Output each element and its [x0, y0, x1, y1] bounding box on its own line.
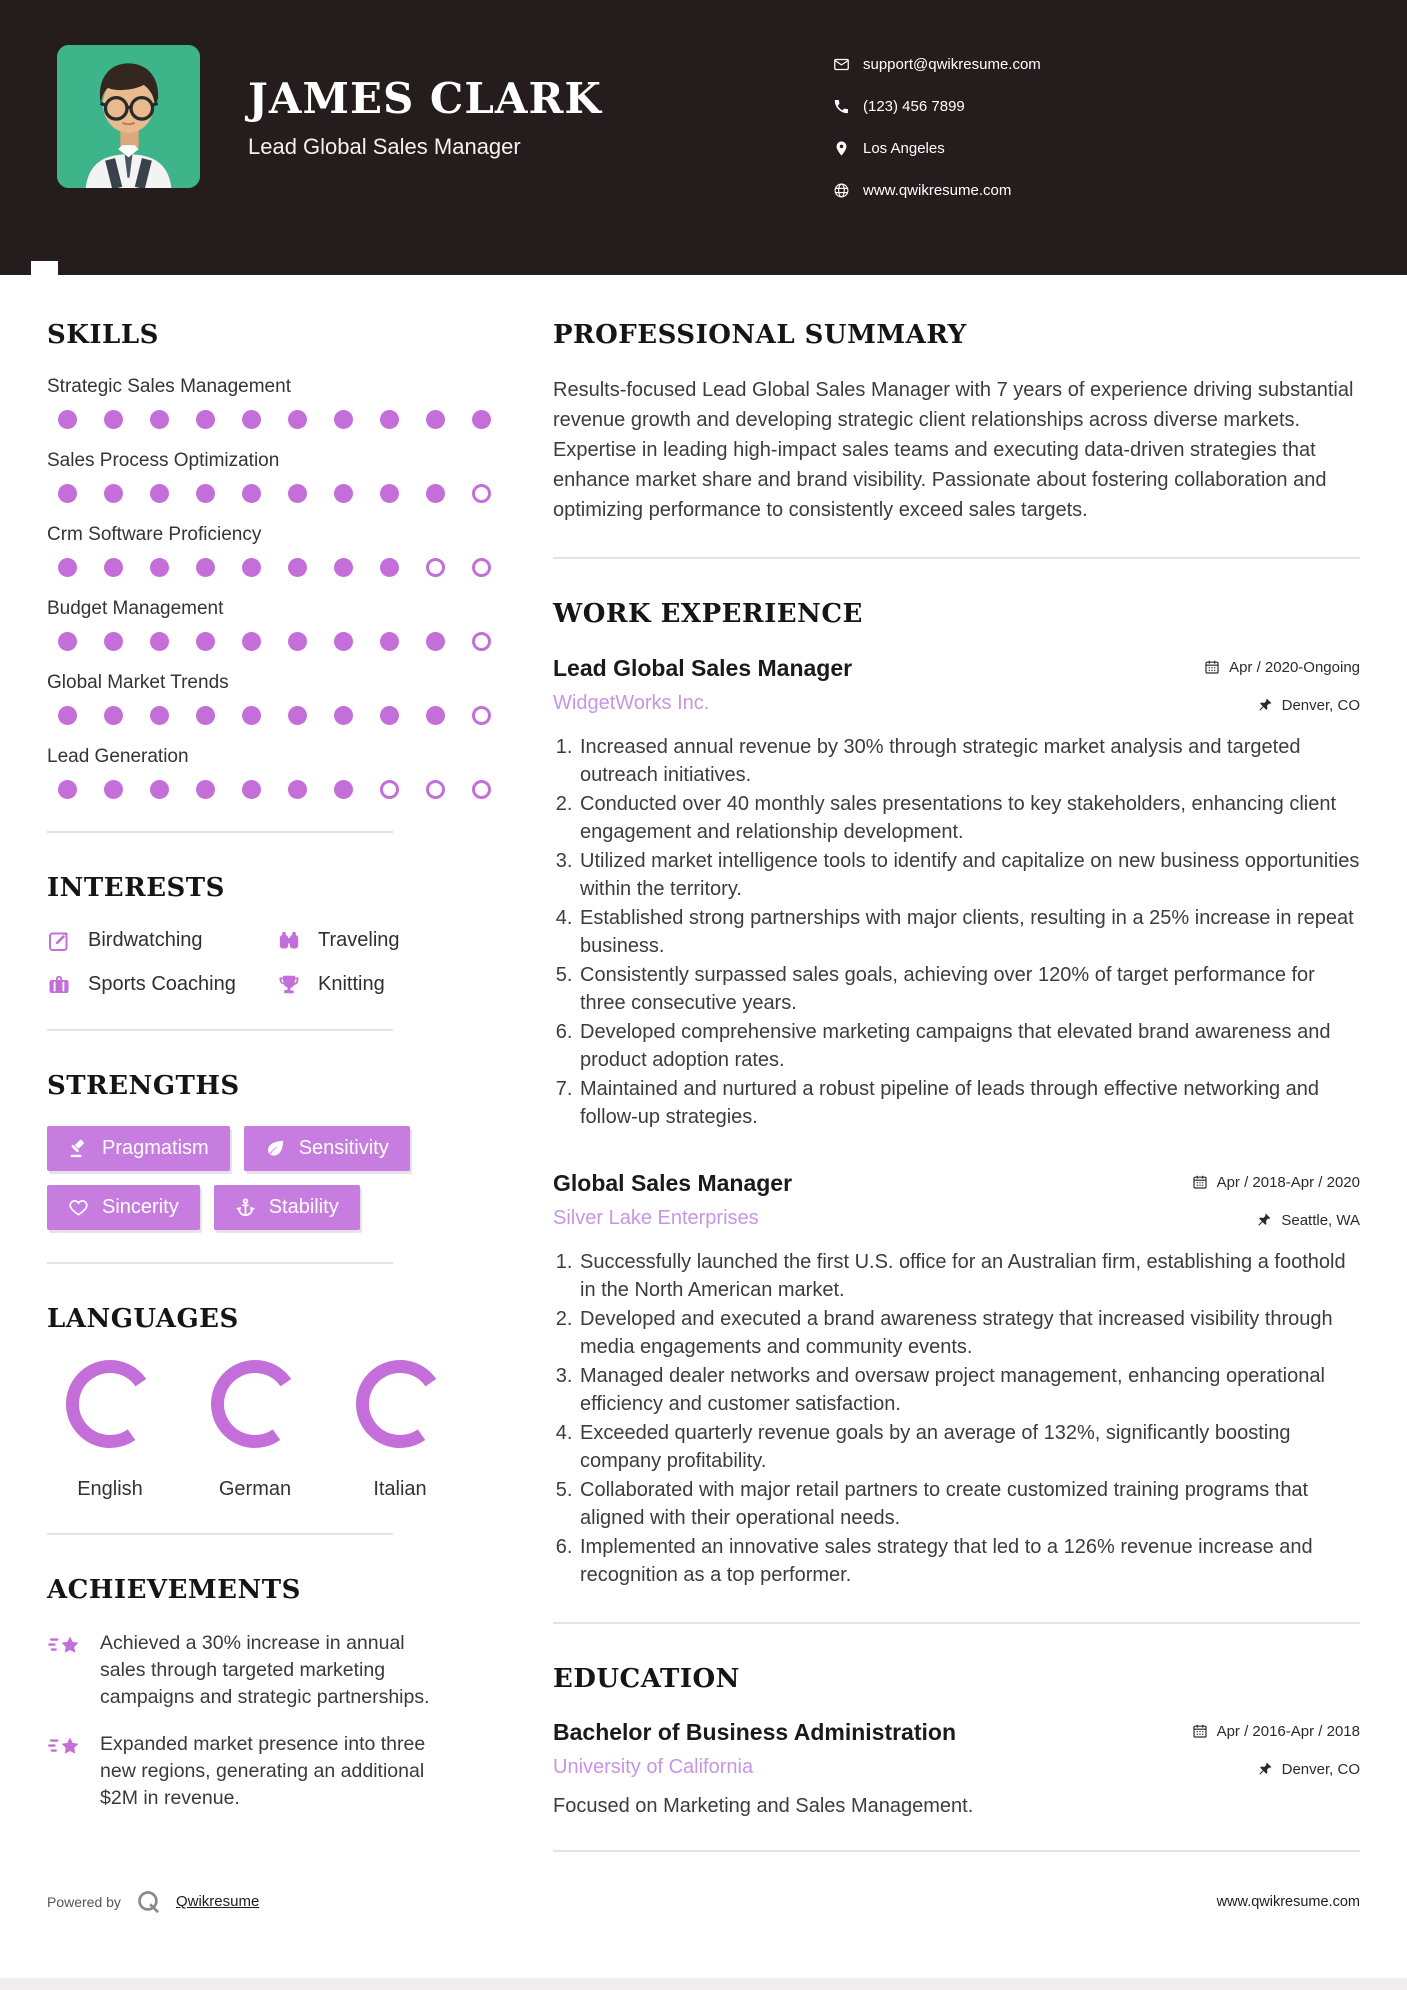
skill-dot-filled [426, 632, 445, 651]
avatar-illustration [57, 45, 200, 188]
skill-label: Strategic Sales Management [47, 376, 291, 398]
skill-item [47, 671, 459, 725]
skill-dot-filled [58, 410, 77, 429]
strengths-list [47, 1126, 459, 1230]
job-sub [553, 1207, 1360, 1230]
skill-rating [47, 484, 459, 503]
calendar-icon [1192, 1174, 1208, 1190]
divider [553, 1850, 1360, 1852]
job-head [553, 655, 1360, 682]
skill-label: Lead Generation [47, 746, 189, 768]
sidebar [47, 322, 459, 1894]
summary-section [553, 322, 1360, 525]
job-bullet: 7. Maintained and nurtured a robust pipeline of leads through effective networking and follow-up strategies. [578, 1075, 1360, 1132]
skills-list [47, 375, 459, 799]
interests-section [47, 875, 459, 996]
qwikresume-link[interactable]: Qwikresume [175, 1893, 260, 1910]
qwikresume-logo-icon [135, 1888, 162, 1915]
skill-dot-filled [150, 780, 169, 799]
contact-item [833, 50, 1041, 78]
shooting-star-icon [47, 1632, 84, 1662]
skill-dot-filled [426, 484, 445, 503]
skill-dot-filled [150, 484, 169, 503]
skill-dot-empty [472, 706, 491, 725]
phone-icon [833, 98, 850, 115]
anchor-icon [235, 1197, 256, 1218]
language-item [355, 1359, 445, 1501]
location-icon [833, 140, 850, 157]
education-note: Focused on Marketing and Sales Management. [553, 1794, 974, 1817]
language-item [210, 1359, 300, 1501]
heart-icon [68, 1197, 89, 1218]
job-bullet: 1. Increased annual revenue by 30% through strategic market analysis and targeted outreach initiatives. [578, 733, 1360, 790]
interest-item [277, 929, 459, 953]
skill-rating [47, 632, 459, 651]
pushpin-icon [1257, 1761, 1273, 1777]
interest-item [47, 929, 269, 953]
job-entry [553, 655, 1360, 1132]
skill-dot-filled [380, 706, 399, 725]
divider [47, 831, 393, 833]
skill-dot-empty [472, 632, 491, 651]
job-title: Global Sales Manager [553, 1169, 793, 1196]
skill-dot-filled [104, 410, 123, 429]
skill-dot-filled [196, 706, 215, 725]
skill-rating [47, 558, 459, 577]
skill-dot-filled [380, 484, 399, 503]
contact-item [833, 92, 1041, 120]
divider [553, 1622, 1360, 1624]
interest-label: Sports Coaching [88, 973, 236, 996]
calendar-icon [1204, 659, 1220, 675]
job-bullet: 5. Collaborated with major retail partners to create customized training programs that aligned with their operational needs. [578, 1476, 1360, 1533]
job-bullet: 4. Established strong partnerships with major clients, resulting in a 25% increase in repeat business. [578, 904, 1360, 961]
language-item [65, 1359, 155, 1501]
shooting-star-icon [47, 1733, 84, 1763]
candidate-title: Lead Global Sales Manager [248, 134, 521, 159]
strength-tag [244, 1126, 410, 1171]
contact-text: www.qwikresume.com [863, 181, 1012, 199]
strengths-heading: STRENGTHS [47, 1070, 240, 1101]
job-bullet: 6. Implemented an innovative sales strategy that led to a 126% revenue increase and recognition as a top performer. [578, 1533, 1360, 1590]
contact-item [833, 134, 1041, 162]
skill-dot-filled [334, 632, 353, 651]
skills-heading: SKILLS [47, 320, 159, 350]
skill-dot-filled [426, 410, 445, 429]
skills-section [47, 322, 459, 799]
contact-text: support@qwikresume.com [863, 55, 1041, 73]
skill-dot-empty [472, 484, 491, 503]
skill-label: Crm Software Proficiency [47, 524, 262, 546]
skill-dot-filled [104, 632, 123, 651]
profile-photo [57, 45, 200, 188]
achievements-list [47, 1630, 459, 1812]
language-label: German [218, 1478, 292, 1501]
languages-list [47, 1359, 459, 1501]
skill-rating [47, 410, 459, 429]
jobs-list [553, 655, 1360, 1590]
strength-label: Sincerity [102, 1195, 179, 1218]
job-dates [1204, 659, 1360, 676]
language-label: Italian [373, 1478, 427, 1501]
bag-icon [47, 973, 71, 997]
job-entry [553, 1170, 1360, 1590]
interests-list [47, 929, 459, 997]
skill-dot-filled [196, 780, 215, 799]
education-location-text: Denver, CO [1281, 1760, 1360, 1778]
skill-rating [47, 706, 459, 725]
languages-heading: LANGUAGES [47, 1303, 239, 1334]
skill-dot-filled [334, 484, 353, 503]
skill-dot-filled [334, 410, 353, 429]
job-bullet: 3. Utilized market intelligence tools to identify and capitalize on new business opportunities within the territory. [578, 847, 1360, 904]
contact-text: (123) 456 7899 [863, 97, 965, 115]
summary-text: Results-focused Lead Global Sales Manager with 7 years of experience driving substantial revenue growth and developing strategic client relationships across diverse markets. Expertise in leading high-impact sales teams and executing data-driven strategies that enhance market share and brand visibility. Passionate about fostering collaboration and optimizing performance to consistently exceed sales targets. [553, 379, 1354, 522]
skill-dot-filled [58, 780, 77, 799]
skill-dot-filled [196, 484, 215, 503]
skill-dot-filled [288, 780, 307, 799]
job-location [1257, 697, 1360, 714]
skill-dot-filled [58, 484, 77, 503]
job-bullet: 6. Developed comprehensive marketing campaigns that elevated brand awareness and product adoption rates. [578, 1018, 1360, 1075]
job-title: Lead Global Sales Manager [553, 654, 853, 681]
job-dates [1192, 1174, 1360, 1191]
experience-heading: WORK EXPERIENCE [553, 599, 863, 630]
pushpin-icon [1256, 1212, 1272, 1228]
skill-dot-empty [426, 558, 445, 577]
content [0, 275, 1407, 1894]
skill-dot-filled [150, 706, 169, 725]
language-progress-ring [65, 1359, 155, 1449]
contact-text: Los Angeles [863, 139, 945, 157]
calendar-icon [1192, 1723, 1208, 1739]
languages-section [47, 1303, 459, 1501]
skill-dot-filled [104, 484, 123, 503]
skill-item [47, 597, 459, 651]
skill-dot-filled [288, 558, 307, 577]
achievement-item [47, 1630, 459, 1711]
skill-dot-filled [150, 410, 169, 429]
achievement-text: Expanded market presence into three new regions, generating an additional $2M in revenue. [100, 1733, 426, 1810]
job-head [553, 1170, 1360, 1197]
job-dates-text: Apr / 2020-Ongoing [1229, 658, 1360, 676]
skill-dot-filled [104, 780, 123, 799]
strengths-section [47, 1070, 459, 1230]
skill-dot-filled [334, 780, 353, 799]
education-head [553, 1719, 1360, 1746]
skill-dot-filled [242, 484, 261, 503]
email-icon [833, 56, 850, 73]
skill-dot-filled [380, 410, 399, 429]
leaf-icon [265, 1138, 286, 1159]
divider [47, 1533, 393, 1535]
degree-title: Bachelor of Business Administration [553, 1718, 956, 1745]
pen-square-icon [47, 929, 71, 953]
education-sub [553, 1756, 1360, 1779]
interests-heading: INTERESTS [47, 873, 225, 904]
school-name: University of California [553, 1755, 754, 1778]
skill-dot-filled [242, 558, 261, 577]
job-bullet: 2. Developed and executed a brand awareness strategy that increased visibility through media engagements and community events. [578, 1305, 1360, 1362]
header [0, 0, 1407, 275]
powered-by [47, 1888, 259, 1915]
language-label: English [77, 1478, 143, 1501]
binoculars-icon [277, 929, 301, 953]
strength-label: Sensitivity [298, 1136, 389, 1159]
divider [47, 1262, 393, 1264]
skill-dot-filled [104, 706, 123, 725]
interest-item [277, 973, 459, 997]
divider [47, 1029, 393, 1031]
divider [553, 557, 1360, 559]
skill-dot-filled [288, 632, 307, 651]
strength-tag [47, 1185, 200, 1230]
skill-item [47, 375, 459, 429]
interest-label: Traveling [318, 929, 400, 952]
achievement-text: Achieved a 30% increase in annual sales through targeted marketing campaigns and strategic partnerships. [100, 1632, 430, 1709]
candidate-name: JAMES CLARK [248, 74, 602, 123]
job-sub [553, 692, 1360, 715]
skill-dot-filled [150, 558, 169, 577]
contact-item [833, 176, 1041, 204]
contact-list [833, 50, 1041, 218]
skill-dot-filled [380, 632, 399, 651]
skill-dot-filled [334, 558, 353, 577]
footer [0, 1888, 1407, 1915]
skill-dot-filled [242, 632, 261, 651]
achievements-section [47, 1577, 459, 1812]
skill-dot-filled [472, 410, 491, 429]
skill-dot-filled [288, 706, 307, 725]
job-company: Silver Lake Enterprises [553, 1206, 759, 1229]
education-dates [1192, 1723, 1360, 1740]
skill-dot-empty [426, 780, 445, 799]
job-bullets [553, 1248, 1360, 1590]
education-location [1257, 1761, 1360, 1778]
skill-item [47, 523, 459, 577]
header-notch [31, 261, 58, 275]
pushpin-icon [1257, 697, 1273, 713]
job-bullet: 5. Consistently surpassed sales goals, achieving over 120% of target performance for three consecutive years. [578, 961, 1360, 1018]
strength-label: Pragmatism [102, 1136, 209, 1159]
skill-dot-filled [288, 484, 307, 503]
skill-dot-filled [334, 706, 353, 725]
gavel-icon [68, 1138, 89, 1159]
summary-heading: PROFESSIONAL SUMMARY [553, 320, 967, 350]
powered-by-label: Powered by [47, 1893, 121, 1910]
skill-dot-filled [288, 410, 307, 429]
skill-dot-filled [242, 780, 261, 799]
strength-tag [214, 1185, 360, 1230]
education-section [553, 1663, 1360, 1818]
strength-tag [47, 1126, 230, 1171]
job-bullets [553, 733, 1360, 1132]
job-bullet: 2. Conducted over 40 monthly sales presentations to key stakeholders, enhancing client engagement and relationship development. [578, 790, 1360, 847]
skill-dot-filled [196, 632, 215, 651]
job-bullet: 3. Managed dealer networks and oversaw project management, enhancing operational efficiency and customer satisfaction. [578, 1362, 1360, 1419]
language-progress-ring [210, 1359, 300, 1449]
skill-dot-filled [196, 410, 215, 429]
skill-dot-filled [242, 410, 261, 429]
job-location [1256, 1212, 1360, 1229]
skill-dot-empty [472, 780, 491, 799]
footer-site-url[interactable]: www.qwikresume.com [1216, 1893, 1360, 1910]
job-location-text: Denver, CO [1281, 696, 1360, 714]
skill-rating [47, 780, 459, 799]
job-dates-text: Apr / 2018-Apr / 2020 [1216, 1173, 1360, 1191]
achievements-heading: ACHIEVEMENTS [47, 1575, 301, 1606]
language-progress-ring [355, 1359, 445, 1449]
trophy-icon [277, 973, 301, 997]
main-column [553, 322, 1360, 1894]
skill-dot-filled [58, 706, 77, 725]
skill-dot-filled [380, 558, 399, 577]
skill-dot-filled [196, 558, 215, 577]
strength-label: Stability [268, 1195, 339, 1218]
job-bullet: 1. Successfully launched the first U.S. office for an Australian firm, establishing a foothold in the North American market. [578, 1248, 1360, 1305]
skill-dot-filled [150, 632, 169, 651]
globe-icon [833, 182, 850, 199]
skill-dot-filled [242, 706, 261, 725]
experience-section [553, 601, 1360, 1589]
job-bullet: 4. Exceeded quarterly revenue goals by an average of 132%, significantly boosting company profitability. [578, 1419, 1360, 1476]
interest-label: Knitting [318, 973, 385, 996]
skill-item [47, 745, 459, 799]
skill-dot-empty [472, 558, 491, 577]
skill-dot-filled [104, 558, 123, 577]
education-dates-text: Apr / 2016-Apr / 2018 [1216, 1722, 1360, 1740]
name-block [248, 74, 602, 160]
job-company: WidgetWorks Inc. [553, 691, 710, 714]
job-location-text: Seattle, WA [1281, 1211, 1360, 1229]
skill-dot-filled [426, 706, 445, 725]
interest-label: Birdwatching [88, 929, 203, 952]
skill-label: Sales Process Optimization [47, 450, 280, 472]
skill-dot-filled [58, 632, 77, 651]
skill-dot-empty [380, 780, 399, 799]
skill-item [47, 449, 459, 503]
education-heading: EDUCATION [553, 1663, 740, 1694]
skill-dot-filled [58, 558, 77, 577]
achievement-item [47, 1731, 459, 1812]
interest-item [47, 973, 269, 997]
skill-label: Budget Management [47, 598, 224, 620]
skill-label: Global Market Trends [47, 672, 229, 694]
